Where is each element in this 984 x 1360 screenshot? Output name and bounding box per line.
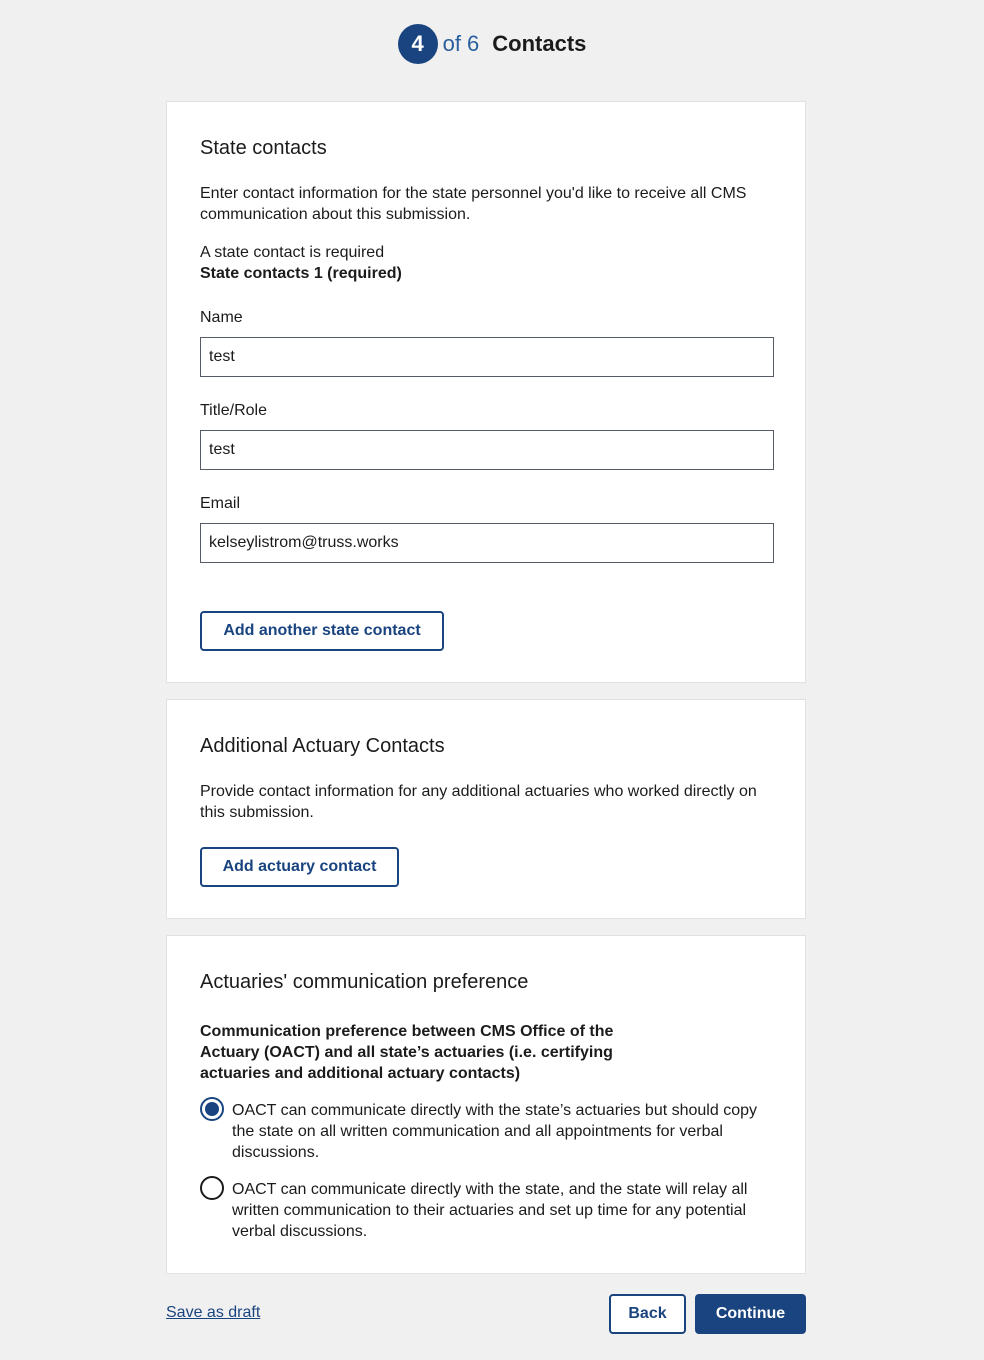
radio-selected-icon[interactable] bbox=[200, 1097, 224, 1121]
form-stepper bbox=[0, 24, 984, 64]
radio-option-state-relay[interactable] bbox=[200, 1179, 774, 1242]
radio-option-copy-state[interactable] bbox=[200, 1100, 774, 1163]
actuary-contacts-card bbox=[166, 699, 806, 919]
title-role-input[interactable] bbox=[200, 430, 774, 470]
state-contacts-card bbox=[166, 101, 806, 683]
page-title: Contacts bbox=[492, 31, 587, 56]
actuary-contacts-heading: Additional Actuary Contacts bbox=[200, 735, 445, 757]
state-contacts-description: Enter contact information for the state personnel you'd like to receive all CMS communication about this submission. bbox=[200, 185, 747, 223]
save-as-draft-link[interactable]: Save as draft bbox=[166, 1304, 261, 1321]
actuary-contacts-description: Provide contact information for any additional actuaries who worked directly on this submission. bbox=[200, 783, 757, 821]
radio-unselected-icon[interactable] bbox=[200, 1176, 224, 1200]
communication-preference-heading: Actuaries' communication preference bbox=[200, 971, 529, 993]
state-contact-group-label: State contacts 1 (required) bbox=[200, 265, 402, 282]
radio-option-label: OACT can communicate directly with the state’s actuaries but should copy the state on all written communication and all appointments for verbal discussions. bbox=[232, 1102, 757, 1161]
add-actuary-contact-button[interactable]: Add actuary contact bbox=[200, 847, 399, 887]
continue-button[interactable]: Continue bbox=[695, 1294, 806, 1334]
email-label: Email bbox=[200, 495, 241, 512]
back-button[interactable]: Back bbox=[609, 1294, 686, 1334]
step-total: of 6 bbox=[442, 31, 480, 56]
add-state-contact-button[interactable]: Add another state contact bbox=[200, 611, 444, 651]
communication-preference-card bbox=[166, 935, 806, 1274]
name-label: Name bbox=[200, 309, 243, 326]
communication-preference-question: Communication preference between CMS Office of the Actuary (OACT) and all state’s actuaries (i.e. certifying actuaries and additional actuary contacts) bbox=[200, 1023, 614, 1082]
state-contacts-heading: State contacts bbox=[200, 137, 327, 159]
name-input[interactable] bbox=[200, 337, 774, 377]
step-number-badge: 4 bbox=[398, 24, 438, 64]
radio-option-label: OACT can communicate directly with the state, and the state will relay all written communication to their actuaries and set up time for any potential verbal discussions. bbox=[232, 1181, 748, 1240]
state-contact-required-note: A state contact is required bbox=[200, 244, 385, 261]
email-input[interactable] bbox=[200, 523, 774, 563]
title-role-label: Title/Role bbox=[200, 402, 267, 419]
